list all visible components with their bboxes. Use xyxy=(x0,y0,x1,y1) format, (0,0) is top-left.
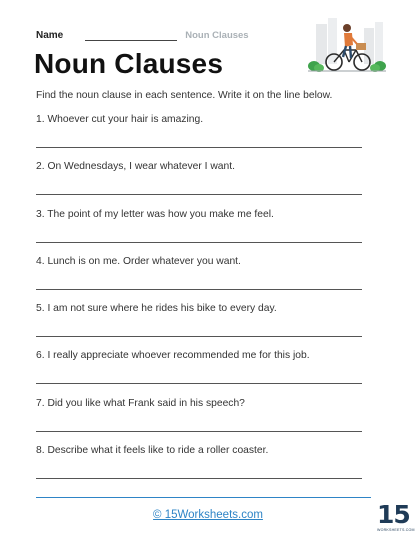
footer-divider xyxy=(36,497,371,498)
subject-label: Noun Clauses xyxy=(185,30,249,41)
page-title: Noun Clauses xyxy=(34,48,224,79)
instructions: Find the noun clause in each sentence. Write it on the line below. xyxy=(36,90,333,101)
name-row xyxy=(36,27,249,41)
name-label: Name xyxy=(36,30,64,41)
question-item xyxy=(36,398,366,445)
question-item xyxy=(36,161,366,208)
question-text: 1. Whoever cut your hair is amazing. xyxy=(36,114,204,125)
answer-line[interactable] xyxy=(36,242,362,243)
answer-line[interactable] xyxy=(36,289,362,290)
logo-15-icon xyxy=(377,500,415,535)
question-item xyxy=(36,209,366,256)
question-text: 6. I really appreciate whoever recommended me for this job. xyxy=(36,350,310,362)
question-item xyxy=(36,445,366,492)
answer-line[interactable] xyxy=(36,194,362,195)
question-item xyxy=(36,256,366,303)
question-item xyxy=(36,114,366,161)
brand-text: WORKSHEETS.COM xyxy=(377,528,415,532)
answer-line[interactable] xyxy=(36,383,362,384)
question-text: 8. Describe what it feels like to ride a roller coaster. xyxy=(36,445,269,457)
footer xyxy=(0,497,416,539)
question-text: 3. The point of my letter was how you make me feel. xyxy=(36,208,274,220)
question-list xyxy=(36,114,366,492)
answer-line[interactable] xyxy=(36,431,362,432)
name-line xyxy=(85,30,177,41)
brand-number: 15 xyxy=(377,500,410,529)
question-text: 7. Did you like what Frank said in his speech? xyxy=(36,397,245,409)
site-link[interactable]: © 15Worksheets.com xyxy=(153,509,263,521)
answer-line[interactable] xyxy=(36,147,362,148)
answer-line[interactable] xyxy=(36,336,362,337)
answer-line[interactable] xyxy=(36,478,362,479)
question-text: 2. On Wednesdays, I wear whatever I want. xyxy=(36,161,235,173)
question-item xyxy=(36,350,366,397)
question-text: 4. Lunch is on me. Order whatever you want. xyxy=(36,255,241,267)
question-item xyxy=(36,303,366,350)
question-text: 5. I am not sure where he rides his bike to every day. xyxy=(36,303,277,315)
cyclist-illustration xyxy=(306,14,388,76)
